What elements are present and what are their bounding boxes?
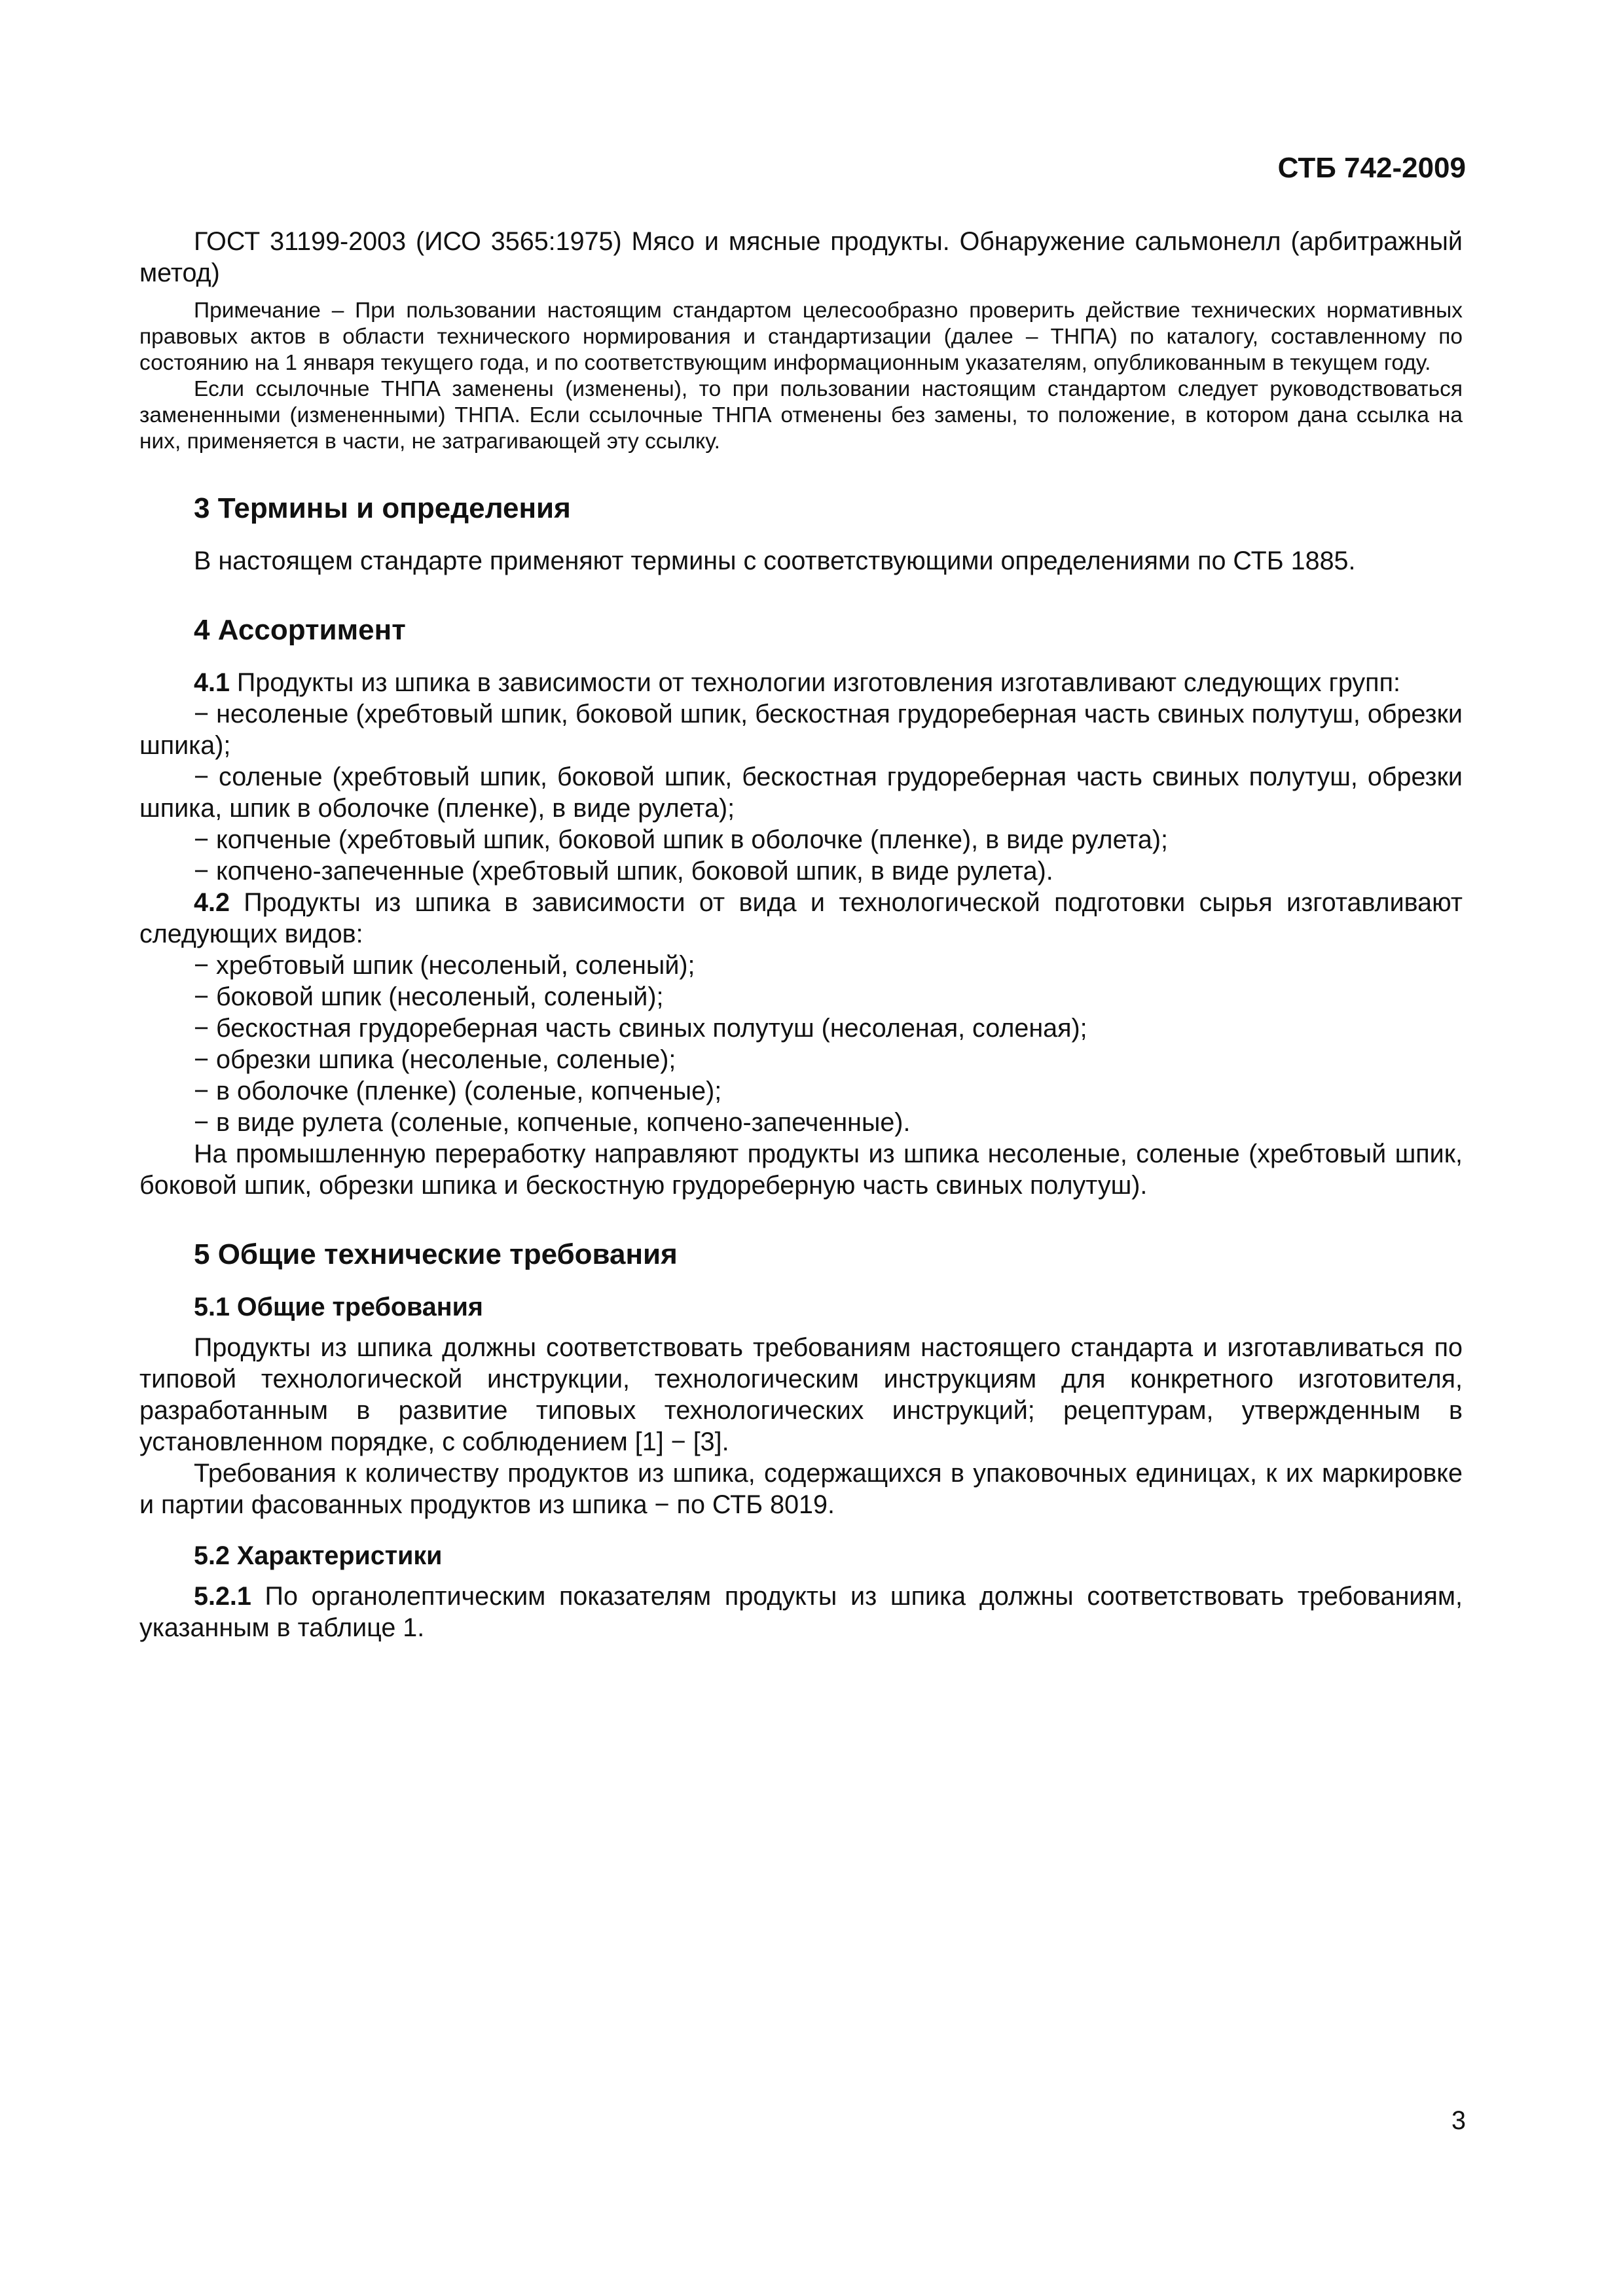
paragraph-5-1-a: Продукты из шпика должны соответствовать требованиям настоящего стандарта и изготавливаться по типовой технологической инструкции, технологическим инструкциям для конкретного изготовителя, разработанным в развитие типовых технологических инструкций; рецептурам, утвержденным в установленном порядке, с соблюдением [1] − [3].	[139, 1333, 1463, 1456]
list-item: − боковой шпик (несоленый, соленый);	[194, 982, 664, 1011]
document-body	[139, 226, 1463, 1643]
reference-gost: ГОСТ 31199-2003 (ИСО 3565:1975) Мясо и мясные продукты. Обнаружение сальмонелл (арбитражный метод)	[139, 227, 1463, 287]
clause-text: Продукты из шпика в зависимости от вида и технологической подготовки сырья изготавливают следующих видов:	[139, 888, 1463, 948]
list-item: − копчено-запеченные (хребтовый шпик, боковой шпик, в виде рулета).	[194, 857, 1053, 886]
clause-text: По органолептическим показателям продукты из шпика должны соответствовать требованиям, указанным в таблице 1.	[139, 1582, 1463, 1642]
clause-4-1	[139, 667, 1463, 698]
list-item: − соленые (хребтовый шпик, боковой шпик, бескостная грудореберная часть свиных полутуш, обрезки шпика, шпик в оболочке (пленке), в виде рулета);	[139, 762, 1463, 823]
subsection-5-1-title: 5.1 Общие требования	[194, 1293, 483, 1321]
note-paragraph: Примечание – При пользовании настоящим стандартом целесообразно проверить действие технических нормативных правовых актов в области технического нормирования и стандартизации (далее – ТНПА) по каталогу, составленному по состоянию на 1 января текущего года, и по соответствующим информационным указателям, опубликованным в текущем году.	[139, 298, 1463, 375]
page-number: 3	[1451, 2106, 1466, 2135]
subsection-5-2-title: 5.2 Характеристики	[194, 1541, 443, 1570]
clause-5-2-1	[139, 1581, 1463, 1643]
clause-text: Продукты из шпика в зависимости от технологии изготовления изготавливают следующих групп:	[229, 668, 1400, 697]
list-item: − обрезки шпика (несоленые, соленые);	[194, 1045, 676, 1074]
section-5-title: 5 Общие технические требования	[194, 1238, 678, 1270]
clause-number: 5.2.1	[194, 1582, 251, 1611]
section-4-title: 4 Ассортимент	[194, 614, 406, 646]
section-3-title: 3 Термины и определения	[194, 492, 571, 524]
list-item: − в оболочке (пленке) (соленые, копченые);	[194, 1077, 722, 1105]
list-item: − бескостная грудореберная часть свиных полутуш (несоленая, соленая);	[194, 1014, 1087, 1043]
list-item: − несоленые (хребтовый шпик, боковой шпик, бескостная грудореберная часть свиных полутуш, обрезки шпика);	[139, 700, 1463, 760]
clause-number: 4.1	[194, 668, 230, 697]
clause-4-2	[139, 887, 1463, 950]
list-item: − копченые (хребтовый шпик, боковой шпик в оболочке (пленке), в виде рулета);	[194, 825, 1168, 854]
list-item: − хребтовый шпик (несоленый, соленый);	[194, 951, 695, 980]
section-4-closing: На промышленную переработку направляют продукты из шпика несоленые, соленые (хребтовый шпик, боковой шпик, обрезки шпика и бескостную грудореберную часть свиных полутуш).	[139, 1139, 1463, 1200]
document-code: СТБ 742-2009	[1277, 152, 1466, 184]
clause-number: 4.2	[194, 888, 230, 917]
section-3-text: В настоящем стандарте применяют термины с соответствующими определениями по СТБ 1885.	[194, 547, 1356, 575]
list-item: − в виде рулета (соленые, копченые, копчено-запеченные).	[194, 1108, 911, 1137]
note-paragraph-2: Если ссылочные ТНПА заменены (изменены), то при пользовании настоящим стандартом следует руководствоваться замененными (измененными) ТНПА. Если ссылочные ТНПА отменены без замены, то положение, в котором дана ссылка на них, применяется в части, не затрагивающей эту ссылку.	[139, 377, 1463, 454]
paragraph-5-1-b: Требования к количеству продуктов из шпика, содержащихся в упаковочных единицах, к их маркировке и партии фасованных продуктов из шпика − по СТБ 8019.	[139, 1459, 1463, 1519]
